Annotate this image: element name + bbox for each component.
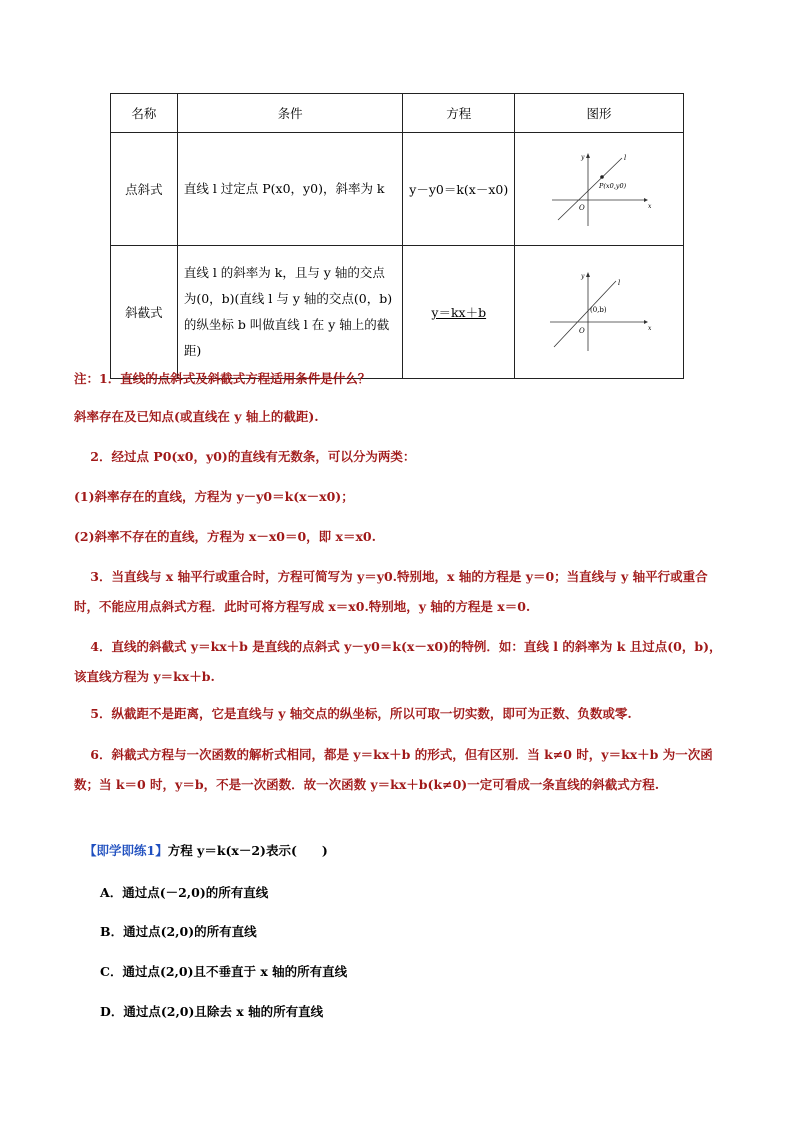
- origin-label: O: [579, 204, 585, 212]
- table-row-slope-intercept: [111, 246, 684, 379]
- table-header-row: [111, 94, 684, 133]
- line-label: l: [618, 279, 621, 287]
- exercise-tag: 【即学即练1】: [84, 843, 168, 858]
- x-axis-arrow: [644, 320, 648, 324]
- note-question-1: 注：1．直线的点斜式及斜截式方程适用条件是什么？: [74, 371, 371, 386]
- note-paragraph-5: 5．纵截距不是距离，它是直线与 y 轴交点的纵坐标，所以可取一切实数，即可为正数、负数或零.: [90, 706, 632, 721]
- option-b: B．通过点(2,0)的所有直线: [100, 924, 257, 939]
- option-c: C．通过点(2,0)且不垂直于 x 轴的所有直线: [100, 964, 348, 979]
- table-row-point-slope: [111, 133, 684, 246]
- note-paragraph-6: 6．斜截式方程与一次函数的解析式相同，都是 y＝kx＋b 的形式，但有区别．当 k≠0 时，y＝kx＋b 为一次函数；当 k＝0 时，y＝b，不是一次函数．故一次函数 y＝kx＋b(k≠0)一定可看成一条直线的斜截式方程.: [74, 747, 713, 792]
- header-condition: 条件: [177, 94, 403, 133]
- y-axis-arrow: [586, 153, 590, 158]
- header-equation: 方程: [403, 94, 515, 133]
- intercept-label: (0,b): [590, 306, 607, 314]
- note-question-2: 2．经过点 P0(x0，y0)的直线有无数条，可以分为两类：: [90, 449, 416, 464]
- y-axis-label: y: [581, 273, 585, 280]
- y-axis-label: y: [581, 154, 585, 161]
- line-label: l: [624, 154, 627, 162]
- option-d: D．通过点(2,0)且除去 x 轴的所有直线: [100, 1004, 324, 1019]
- point-p: [600, 175, 604, 179]
- note-paragraph-3: 3．当直线与 x 轴平行或重合时，方程可简写为 y＝y0.特别地，x 轴的方程是 y＝0；当直线与 y 轴平行或重合时，不能应用点斜式方程．此时可将方程写成 x＝x0.特别地，y 轴的方程是 x＝0.: [74, 569, 708, 614]
- note-paragraph-4: 4．直线的斜截式 y＝kx＋b 是直线的点斜式 y－y0＝k(x－x0)的特例．如：直线 l 的斜率为 k 且过点(0，b)，该直线方程为 y＝kx＋b.: [74, 639, 722, 684]
- note-answer-1: 斜率存在及已知点(或直线在 y 轴上的截距).: [74, 409, 319, 424]
- x-axis-label: x: [648, 203, 652, 210]
- point-slope-figure: [515, 133, 684, 246]
- note-answer-2-1: (1)斜率存在的直线，方程为 y－y0＝k(x－x0)；: [74, 489, 354, 504]
- line-equation-table: [110, 93, 684, 379]
- header-name: 名称: [111, 94, 178, 133]
- header-figure: 图形: [515, 94, 684, 133]
- row-condition: 直线 l 过定点 P(x0，y0)，斜率为 k: [177, 133, 403, 246]
- point-label: P(x0,y0): [599, 182, 627, 190]
- row-condition: 直线 l 的斜率为 k，且与 y 轴的交点为(0，b)(直线 l 与 y 轴的交点(0，b)的纵坐标 b 叫做直线 l 在 y 轴上的截距): [177, 246, 403, 379]
- point-slope-graph: [544, 150, 654, 228]
- row-name: 点斜式: [111, 133, 178, 246]
- row-name: 斜截式: [111, 246, 178, 379]
- line-l: [554, 281, 616, 347]
- slope-intercept-figure: [515, 246, 684, 379]
- exercise-question: 方程 y＝k(x－2)表示( ): [167, 843, 328, 858]
- slope-intercept-graph: [544, 269, 654, 355]
- origin-label: O: [579, 327, 585, 335]
- x-axis-arrow: [644, 198, 648, 202]
- y-axis-arrow: [586, 272, 590, 277]
- row-equation: y－y0＝k(x－x0): [403, 133, 515, 246]
- exercise-heading: [84, 836, 734, 866]
- row-equation: y＝kx＋b: [431, 305, 487, 320]
- note-answer-2-2: (2)斜率不存在的直线，方程为 x－x0＝0，即 x＝x0.: [74, 529, 376, 544]
- option-a: A．通过点(－2,0)的所有直线: [100, 885, 269, 900]
- x-axis-label: x: [648, 325, 652, 332]
